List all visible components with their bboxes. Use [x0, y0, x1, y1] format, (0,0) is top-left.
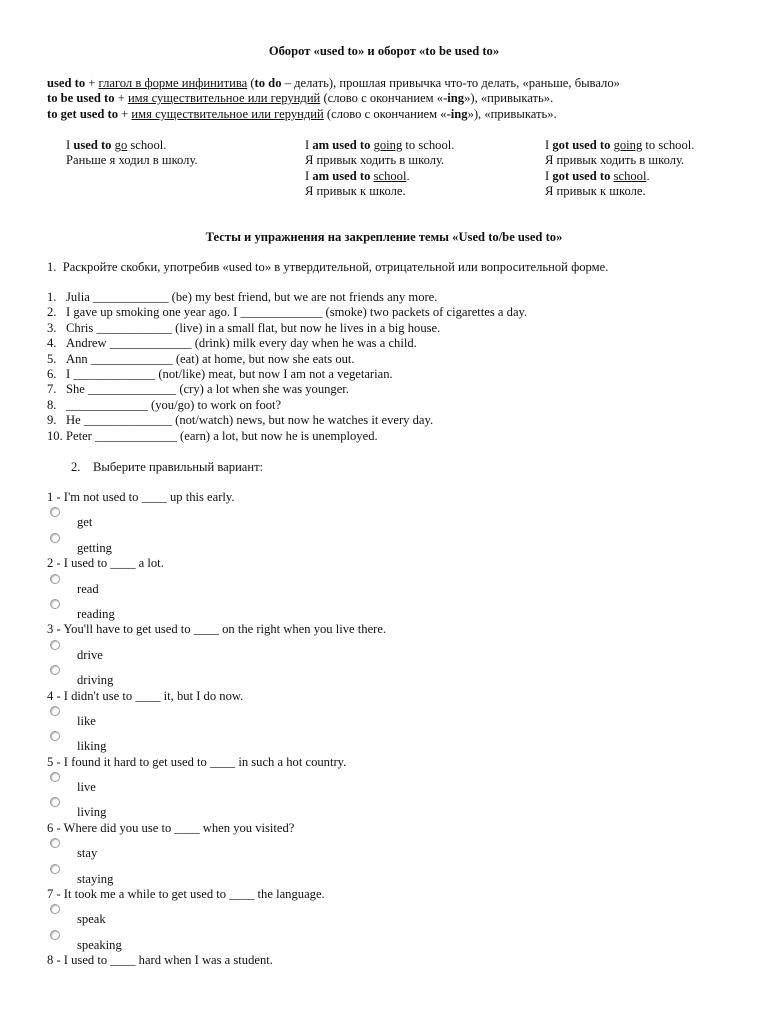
text-bold: used to [73, 138, 112, 152]
desc-bold: -ing [443, 91, 465, 106]
example-sentence [305, 169, 454, 184]
radio-button[interactable] [50, 838, 60, 848]
text: to school. [642, 138, 695, 152]
item-text: Ann _____________ (eat) at home, but now she eats out. [66, 351, 355, 366]
quiz-option[interactable] [47, 505, 747, 530]
exercise-item [47, 352, 527, 367]
desc: – делать), прошлая привычка что-то делать, «раньше, бывало» [281, 76, 620, 90]
exercise-item [47, 429, 527, 444]
desc-bold: to do [254, 76, 282, 90]
item-number: 3. [47, 320, 57, 335]
radio-button[interactable] [50, 731, 60, 741]
quiz-question: 7 - It took me a while to get used to ____ the language. [47, 887, 325, 902]
item-text: _____________ (you/go) to work on foot? [66, 397, 282, 412]
quiz-option[interactable] [47, 862, 747, 887]
desc: (слово с окончанием « [323, 106, 447, 121]
rule: имя существительное или герундий [127, 91, 321, 106]
plus: + [85, 76, 99, 90]
item-text: Julia ____________ (be) my best friend, but we are not friends any more. [66, 290, 438, 304]
desc: »), «привыкать». [464, 91, 554, 106]
option-label: drive [77, 647, 103, 662]
option-label: driving [77, 673, 114, 688]
page-title: Оборот «used to» и оборот «to be used to» [268, 44, 500, 58]
option-label: living [77, 805, 107, 820]
quiz-question: 8 - I used to ____ hard when I was a student. [47, 953, 273, 968]
quiz-option[interactable] [47, 572, 747, 597]
example-column-get-used-to [545, 138, 694, 200]
radio-button[interactable] [50, 772, 60, 782]
example-sentence [305, 138, 454, 153]
exercise-item [47, 336, 527, 351]
example-translation: Я привык ходить в школу. [305, 153, 445, 168]
item-number: 8. [47, 397, 57, 412]
item-text: I gave up smoking one year ago. I _____________ (smoke) two packets of cigarettes a day. [66, 305, 528, 320]
plus: + [118, 106, 132, 121]
item-text: Chris ____________ (live) in a small flat, but now he lives in a big house. [66, 320, 441, 335]
item-text: Peter _____________ (earn) a lot, but now he is unemployed. [66, 428, 378, 443]
task-text: Раскройте скобки, употребив «used to» в утвердительной, отрицательной или вопросительной форме. [62, 260, 609, 274]
quiz-question: 6 - Where did you use to ____ when you visited? [47, 820, 295, 835]
option-label: like [77, 713, 96, 728]
desc-bold: -ing [446, 106, 468, 121]
radio-button[interactable] [50, 797, 60, 807]
quiz-question: 5 - I found it hard to get used to ____ in such a hot country. [47, 754, 347, 769]
option-label: speaking [77, 937, 122, 952]
quiz-option[interactable] [47, 836, 747, 861]
option-label: staying [77, 871, 114, 886]
exercise-item [47, 367, 527, 382]
item-number: 1. [47, 290, 57, 304]
task-number: 1. [47, 260, 57, 274]
rule: имя существительное или герундий [131, 106, 324, 121]
radio-button[interactable] [50, 599, 60, 609]
option-label: reading [77, 606, 115, 621]
option-label: get [77, 515, 93, 530]
example-translation: Раньше я ходил в школу. [66, 153, 198, 168]
option-label: getting [77, 540, 112, 555]
quiz-option[interactable] [47, 795, 747, 820]
exercise-1-list [47, 290, 527, 444]
item-number: 5. [47, 351, 57, 366]
text-bold: got used to [552, 168, 611, 183]
text-bold: am used to [312, 138, 371, 152]
option-label: liking [77, 739, 107, 754]
quiz-option[interactable] [47, 770, 747, 795]
desc: ( [247, 76, 255, 90]
desc: (слово с окончанием « [320, 91, 444, 106]
text-underlined: going [373, 138, 403, 152]
term: to get used to [47, 106, 119, 121]
option-label: read [77, 581, 99, 596]
quiz-option[interactable] [47, 902, 747, 927]
term: used to [47, 76, 86, 90]
task-text: Выберите правильный вариант: [93, 460, 264, 474]
quiz-option[interactable] [47, 663, 747, 688]
radio-button[interactable] [50, 533, 60, 543]
text: I [305, 138, 313, 152]
radio-button[interactable] [50, 904, 60, 914]
quiz [47, 490, 747, 969]
definition-to-be-used-to [47, 91, 747, 106]
text: I [545, 168, 553, 183]
item-number: 9. [47, 413, 57, 428]
option-label: live [77, 780, 96, 795]
radio-button[interactable] [50, 706, 60, 716]
option-label: speak [77, 912, 106, 927]
quiz-option[interactable] [47, 531, 747, 556]
task-1-instruction [47, 260, 608, 275]
desc: »), «привыкать». [467, 106, 557, 121]
example-sentence [66, 138, 198, 153]
radio-button[interactable] [50, 640, 60, 650]
example-sentence [545, 138, 694, 153]
plus: + [114, 91, 128, 106]
text: I [305, 168, 313, 183]
radio-button[interactable] [50, 930, 60, 940]
example-sentence [545, 169, 694, 184]
item-number: 4. [47, 336, 57, 351]
example-translation: Я привык к школе. [545, 184, 646, 199]
text-underlined: school [373, 168, 407, 183]
radio-button[interactable] [50, 864, 60, 874]
exercise-item [47, 382, 527, 397]
definitions [47, 76, 747, 122]
task-2-instruction [71, 460, 263, 475]
quiz-option[interactable] [47, 729, 747, 754]
exercise-item [47, 305, 527, 320]
item-number: 2. [47, 305, 57, 320]
section-title: Тесты и упражнения на закрепление темы «Used to/be used to» [205, 230, 563, 244]
quiz-question: 4 - I didn't use to ____ it, but I do now. [47, 688, 244, 703]
text: I [66, 138, 74, 152]
item-text: Andrew _____________ (drink) milk every day when he was a child. [66, 336, 417, 351]
text: I [545, 138, 553, 152]
text: . [646, 168, 650, 183]
radio-button[interactable] [50, 574, 60, 584]
item-text: I _____________ (not/like) meat, but now I am not a vegetarian. [66, 366, 393, 381]
quiz-option[interactable] [47, 704, 747, 729]
example-translation: Я привык к школе. [305, 184, 406, 199]
item-number: 7. [47, 382, 57, 397]
definition-used-to [47, 76, 747, 91]
item-text: She ______________ (cry) a lot when she was younger. [66, 382, 349, 397]
exercise-item [47, 321, 527, 336]
example-column-be-used-to [305, 138, 454, 200]
exercise-item [47, 290, 527, 305]
quiz-question: 2 - I used to ____ a lot. [47, 556, 164, 571]
text: . [406, 168, 410, 183]
text-underlined: go [114, 138, 128, 152]
quiz-question: 1 - I'm not used to ____ up this early. [47, 490, 235, 504]
text-underlined: school [613, 168, 647, 183]
radio-button[interactable] [50, 665, 60, 675]
text: to school. [402, 138, 455, 152]
exercise-item [47, 398, 527, 413]
text-bold: got used to [552, 138, 611, 152]
quiz-option[interactable] [47, 928, 747, 953]
text-bold: am used to [312, 168, 371, 183]
task-number: 2. [71, 460, 81, 474]
quiz-question: 3 - You'll have to get used to ____ on the right when you live there. [47, 622, 387, 637]
text: school. [127, 138, 167, 152]
definition-to-get-used-to [47, 107, 747, 122]
text-underlined: going [613, 138, 643, 152]
radio-button[interactable] [50, 507, 60, 517]
option-label: stay [77, 846, 98, 861]
quiz-option[interactable] [47, 638, 747, 663]
item-number: 10. [47, 428, 63, 443]
term: to be used to [47, 91, 115, 106]
item-number: 6. [47, 366, 57, 381]
exercise-item [47, 413, 527, 428]
rule: глагол в форме инфинитива [98, 76, 248, 90]
example-column-used-to [66, 138, 198, 169]
item-text: He ______________ (not/watch) news, but now he watches it every day. [66, 413, 434, 428]
example-translation: Я привык ходить в школу. [545, 153, 685, 168]
quiz-option[interactable] [47, 597, 747, 622]
